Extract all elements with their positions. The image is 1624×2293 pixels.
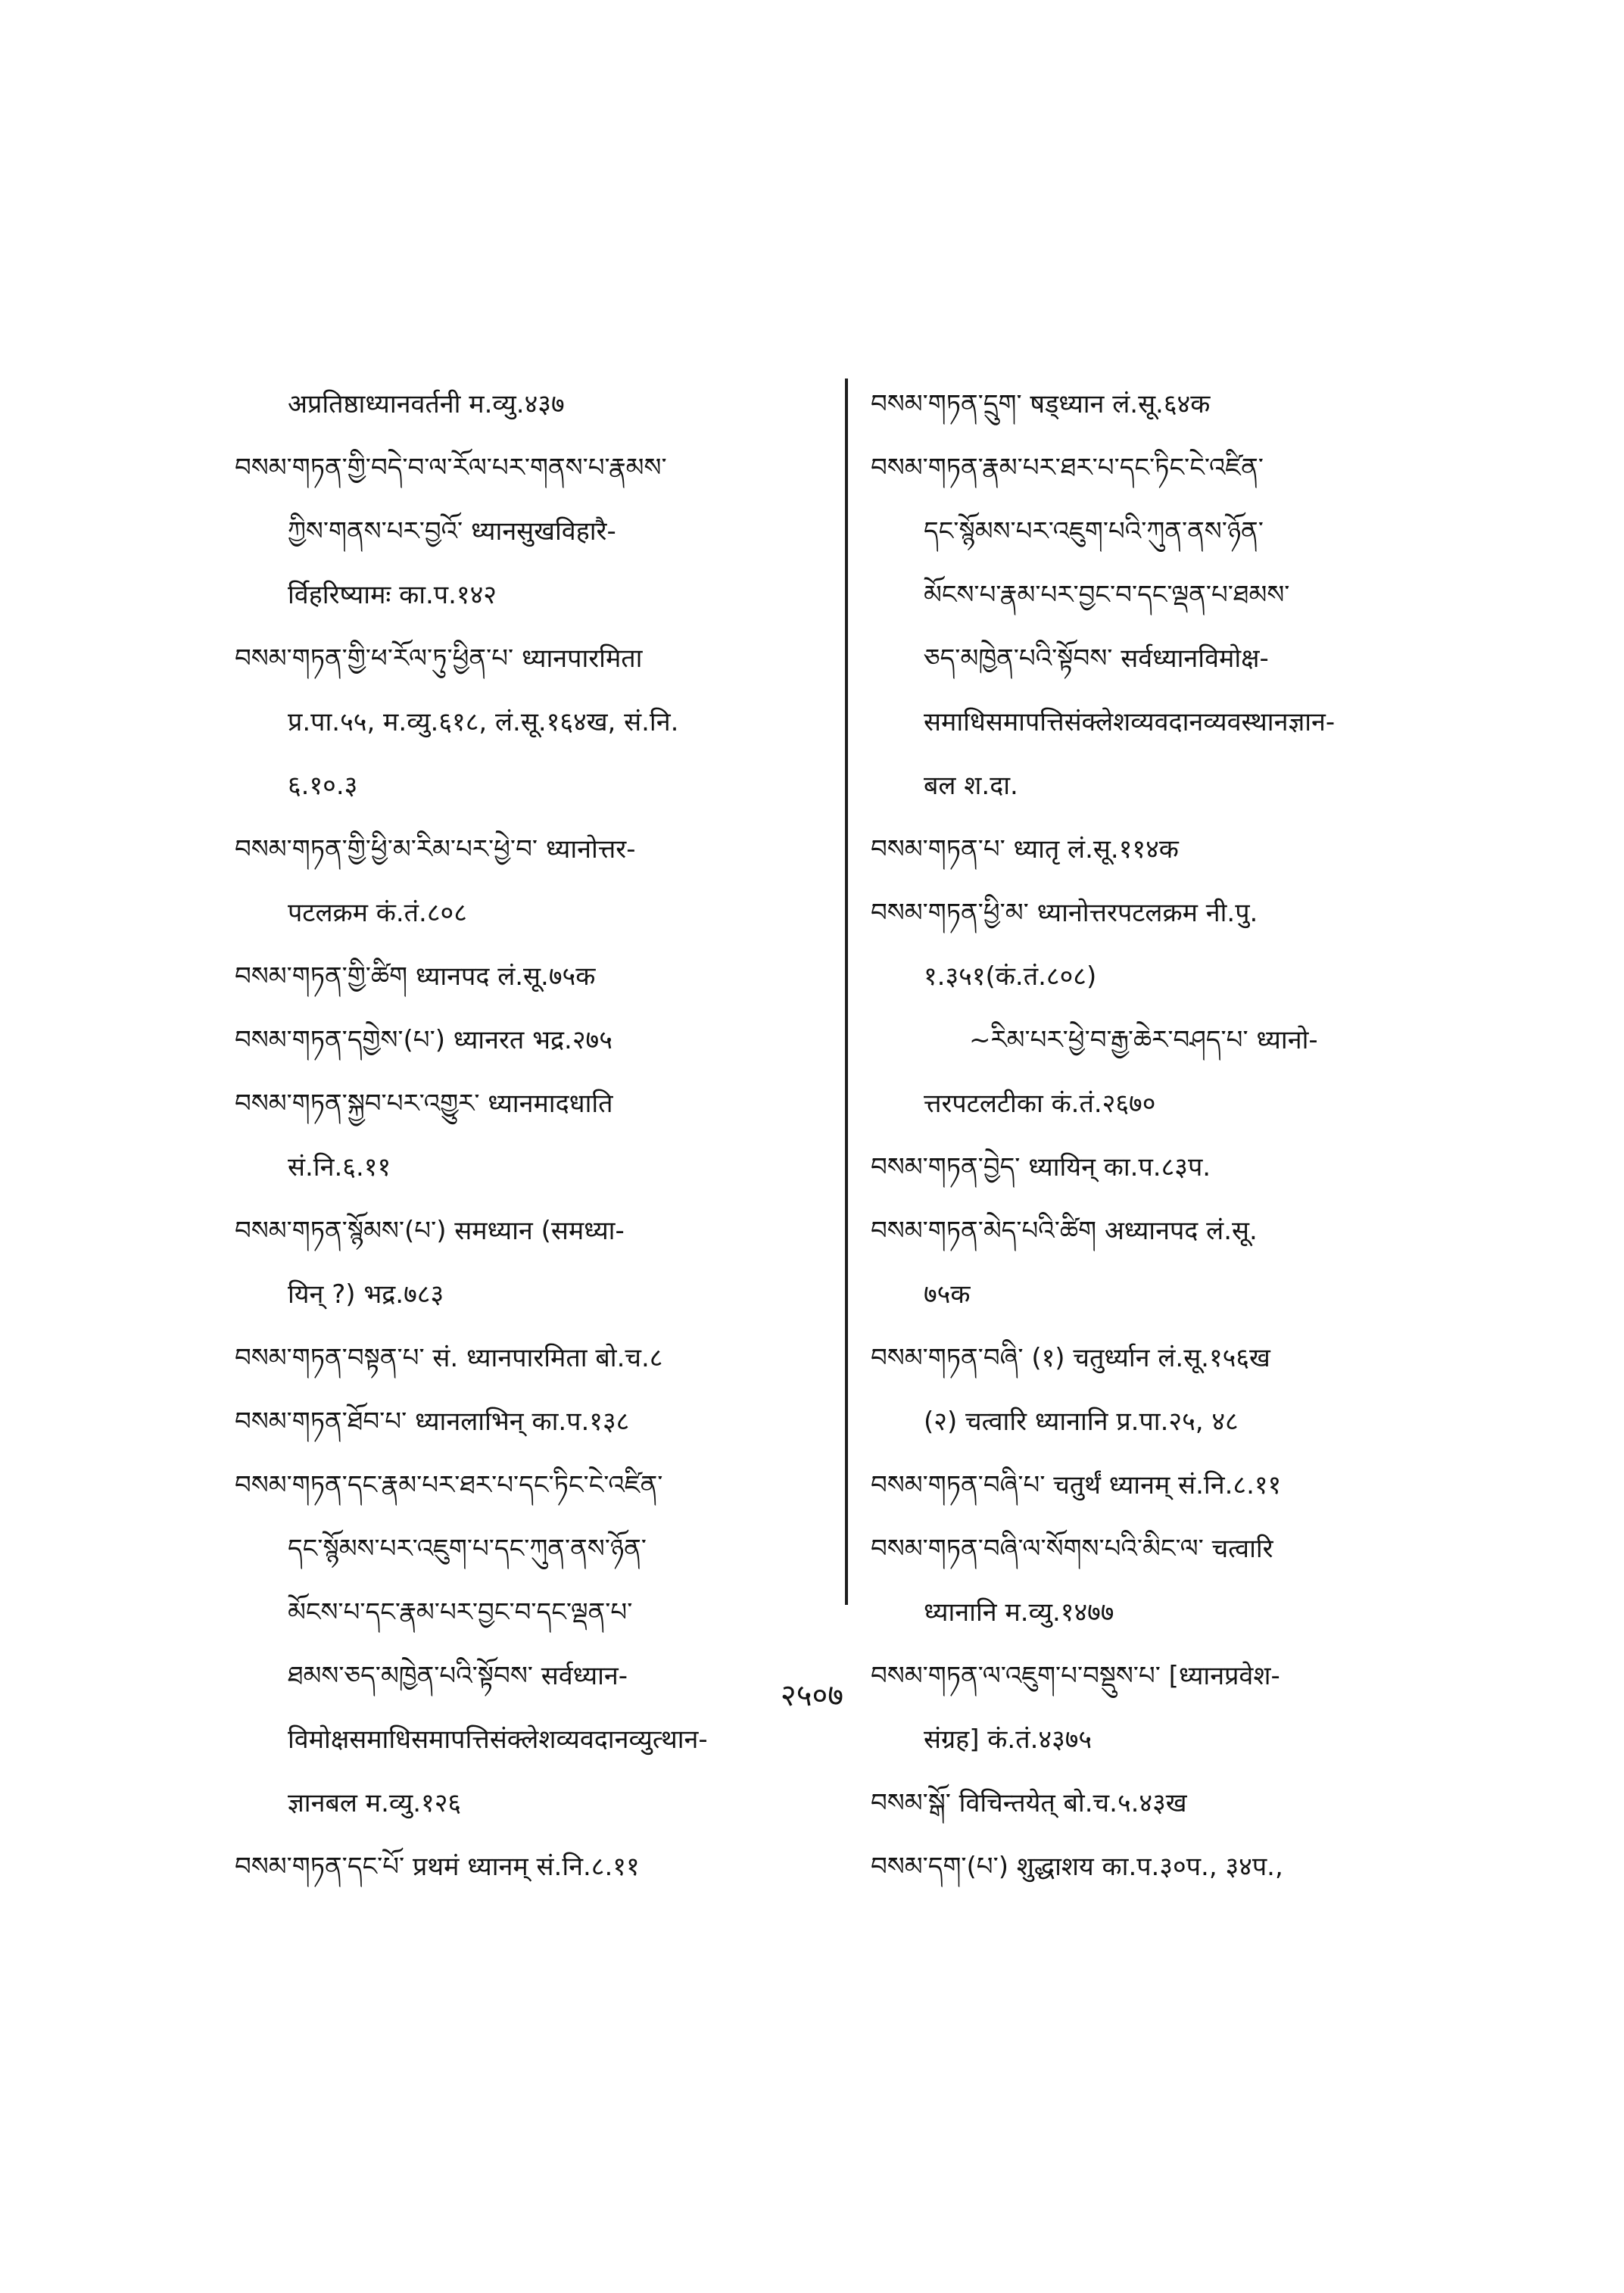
entry-line: བསམ་གཏན་པ་ ध्यातृ लं.सू.११४क	[871, 834, 1179, 865]
entry-line: सं.नि.६.११	[288, 1152, 391, 1182]
entry-line: བསམ་གཏན་ཐོབ་པ་ ध्यानलाभिन् का.प.१३८	[235, 1407, 630, 1437]
entry-line: བསམ་གཏན་གྱི་ཕ་རོལ་ཏུ་ཕྱིན་པ་ ध्यानपारमिता	[235, 643, 643, 674]
entry-line: བསམ་གཏན་ཕྱི་མ་ ध्यानोत्तरपटलक्रम नी.पु.	[871, 898, 1258, 928]
left-column	[235, 372, 833, 1899]
entry-line: བསམ་དག་(པ་) शुद्धाशय का.प.३०प., ३४प.,	[871, 1852, 1283, 1882]
entry-line: पटलक्रम कं.तं.८०८	[288, 898, 467, 928]
entry-line: བསམ་གཏན་དང་པོ་ प्रथमं ध्यानम् सं.नि.८.११	[235, 1852, 640, 1882]
entry-line: བསམ་གཏན་བསྟན་པ་ सं. ध्यानपारमिता बो.च.८	[235, 1343, 663, 1373]
entry-line: समाधिसमापत्तिसंक्लेशव्यवदानव्यवस्थानज्ञान-	[924, 707, 1336, 737]
entry-line: མོངས་པ་རྣམ་པར་བྱང་བ་དང་ལྡན་པ་ཐམས་	[924, 580, 1290, 610]
entry-line: བསམ་གཏན་དྲུག་ षड्ध्यान लं.सू.६४क	[871, 389, 1211, 419]
entry-line: बल श.दा.	[924, 771, 1018, 801]
entry-line: བསམ་གཏན་མེད་པའི་ཚིག अध्यानपद लं.सू.	[871, 1216, 1258, 1246]
entry-line: ज्ञानबल म.व्यु.१२६	[288, 1788, 462, 1818]
entry-line: དང་སྙོམས་པར་འཇུག་པའི་ཀུན་ནས་ཉོན་	[924, 516, 1264, 547]
entry-line: ཅད་མཁྱེན་པའི་སྟོབས་ सर्वध्यानविमोक्ष-	[924, 643, 1269, 674]
entry-line: संग्रह] कं.तं.४३७५	[924, 1724, 1093, 1755]
entry-line: བསམ་གཏན་བྱེད་ ध्यायिन् का.प.८३प.	[871, 1152, 1211, 1182]
entry-line: བསམ་གཏན་དང་རྣམ་པར་ཐར་པ་དང་ཏིང་ངེ་འཛིན་	[235, 1470, 663, 1500]
right-column	[871, 372, 1469, 1899]
entry-line: བསམ་གཏན་གྱི་བདེ་བ་ལ་རོལ་པར་གནས་པ་རྣམས་	[235, 453, 667, 483]
entry-line: प्र.पा.५५, म.व्यु.६१८, लं.सू.१६४ख, सं.नि.	[288, 707, 679, 737]
entry-line: བསམ་གཏན་དགྱེས་(པ་) ध्यानरत भद्र.२७५	[235, 1025, 613, 1055]
entry-line: དང་སྙོམས་པར་འཇུག་པ་དང་ཀུན་ནས་ཉོན་	[288, 1534, 647, 1564]
entry-line: བསམ་གཏན་རྣམ་པར་ཐར་པ་དང་ཏིང་ངེ་འཛིན་	[871, 453, 1264, 483]
entry-line: བསམ་གཏན་བཞི་པ་ चतुर्थं ध्यानम् सं.नि.८.११	[871, 1470, 1282, 1500]
entry-line: བསམ་གཏན་ལ་འཇུག་པ་བསྡུས་པ་ [ध्यानप्रवेश-	[871, 1661, 1280, 1691]
entry-line: (२) चत्वारि ध्यानानि प्र.पा.२५, ४८	[924, 1407, 1239, 1437]
entry-line: བསམ་གཏན་གྱི་ཚིག ध्यानपद लं.सू.७५क	[235, 961, 596, 992]
entry-line: བསམ་གཏན་བཞི་ (१) चतुर्ध्यान लं.सू.१५६ख	[871, 1343, 1270, 1373]
entry-line: अप्रतिष्ठाध्यानवर्तनी म.व्यु.४३७	[288, 389, 565, 419]
entry-line: ६.१०.३	[288, 771, 358, 801]
entry-line: विमोक्षसमाधिसमापत्तिसंक्लेशव्यवदानव्युत्थान-	[288, 1724, 708, 1755]
entry-line: ཐམས་ཅད་མཁྱེན་པའི་སྟོབས་ सर्वध्यान-	[288, 1661, 628, 1691]
entry-line: ~རིམ་པར་ཕྱེ་བ་རྒྱ་ཆེར་བཤད་པ་ ध्यानो-	[969, 1025, 1318, 1055]
entry-line: བསམ་གཏན་བཞི་ལ་སོགས་པའི་མིང་ལ་ चत्वारि	[871, 1534, 1273, 1564]
entry-line: བསམ་གཏན་གྱི་ཕྱི་མ་རིམ་པར་ཕྱེ་བ་ ध्यानोत्तर-	[235, 834, 636, 865]
entry-line: ध्यानानि म.व्यु.१४७७	[924, 1597, 1114, 1628]
entry-line: བསམ་གཏན་སྙོམས་(པ་) समध्यान (समध्या-	[235, 1216, 625, 1246]
column-divider	[845, 379, 848, 1605]
entry-line: ७५क	[924, 1279, 971, 1310]
page-number: २५०७	[780, 1678, 844, 1713]
entry-line: མོངས་པ་དང་རྣམ་པར་བྱང་བ་དང་ལྡན་པ་	[288, 1597, 633, 1628]
entry-line: ཀྱིས་གནས་པར་བྱའོ་ ध्यानसुखविहारै-	[288, 516, 616, 547]
entry-line: བསམ་གཏན་སྐྱབ་པར་འགྱུར་ ध्यानमादधाति	[235, 1089, 613, 1119]
entry-line: བསམ་སྒོ་ विचिन्तयेत् बो.च.५.४३ख	[871, 1788, 1187, 1818]
entry-line: त्तरपटलटीका कं.तं.२६७०	[924, 1089, 1156, 1119]
entry-line: १.३५१(कं.तं.८०८)	[924, 961, 1097, 992]
entry-line: यिन् ?) भद्र.७८३	[288, 1279, 444, 1310]
entry-line: र्विहरिष्यामः का.प.१४२	[288, 580, 497, 610]
